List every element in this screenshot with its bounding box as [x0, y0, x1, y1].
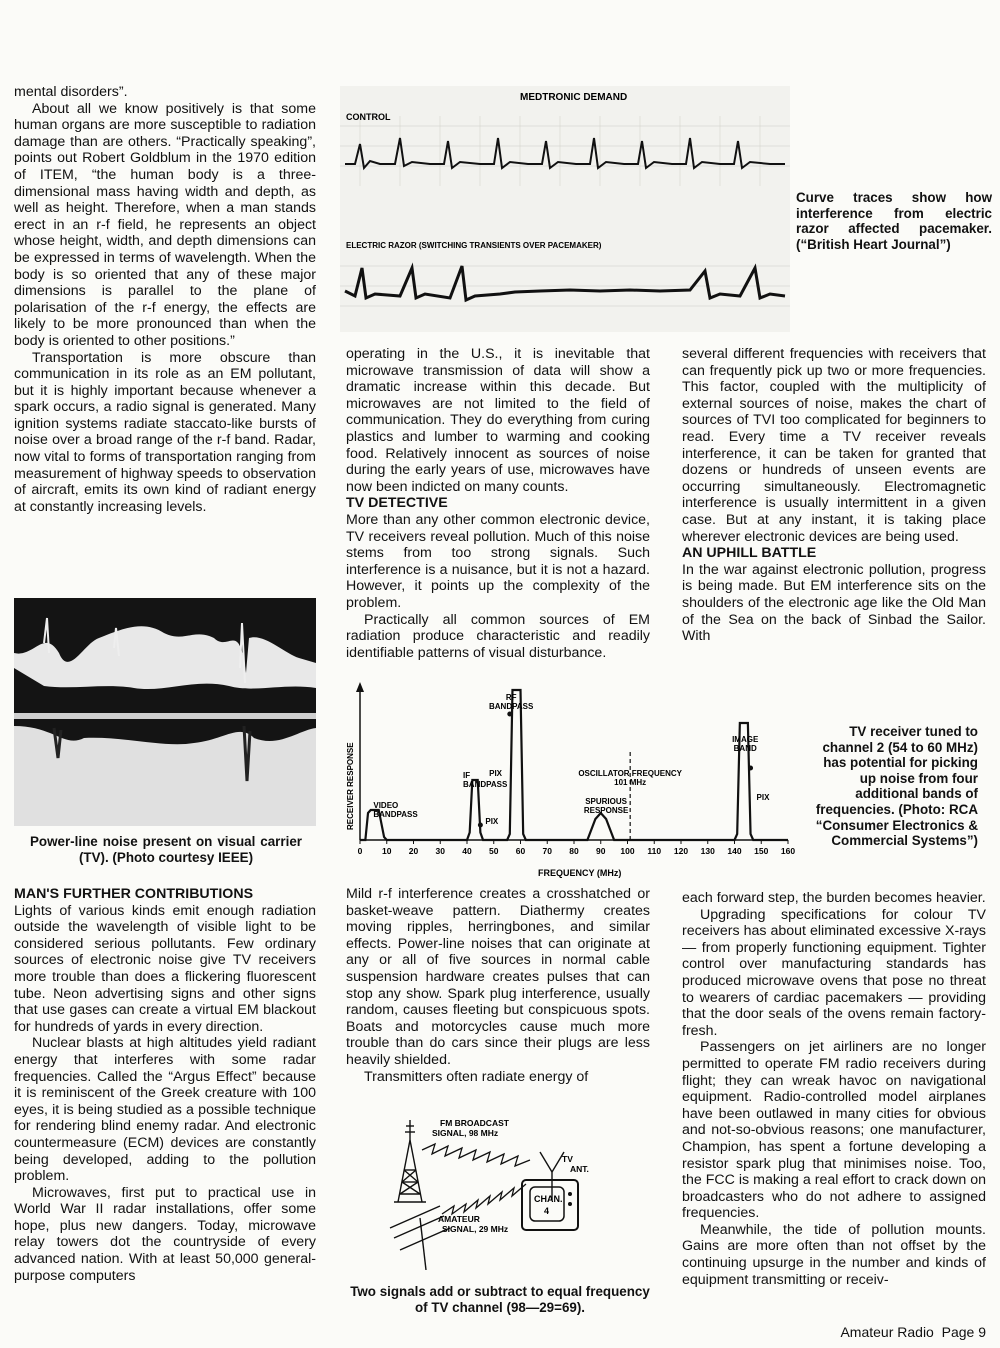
ecg-label-control: CONTROL	[346, 112, 391, 122]
x-tick-label: 70	[542, 846, 552, 856]
paragraph: About all we know positively is that some human organs are more susceptible to radiation damage than are others. “Practically speaking”, points out Robert Goldblum in the 1970 edition of ITEM, “the human body is a three-dimensional mass having width and depth, as well as height. Therefore, when a man stands erect in an r-f field, he represents an object whose height, width, and depth dimensions can be expressed in terms of wavelength. When the body is so oriented that any of these major dimensions is parallel to the plane of polarisation of the r-f energy, the effects are likely to be more pronounced than when the body is oriented to other positions.”	[14, 100, 316, 349]
power-line-noise-photo	[14, 598, 316, 826]
paragraph: In the war against electronic pollution, progress is being made. But EM interference sits on the shoulders of the electronic age like the Old Man of the Sea on the back of Sinbad the Sailor. With	[682, 561, 986, 645]
column-1-top	[14, 84, 316, 515]
fm-label-1: FM BROADCAST	[440, 1118, 509, 1128]
x-tick-label: 140	[727, 846, 742, 856]
x-tick-label: 90	[596, 846, 606, 856]
paragraph: Nuclear blasts at high altitudes yield radiant energy that interferes with some radar frequencies. Called the “Argus Effect” because it is reminiscent of the Greek creature with 100 eyes, it is being studied as a possible technique for rendering blind enemy radar. And electronic countermeasure (ECM) devices are constantly being developed, adding to the pollution problem.	[14, 1035, 316, 1185]
x-tick-label: 100	[620, 846, 635, 856]
x-tick-label: 50	[489, 846, 499, 856]
chart-annotation: BANDPASS	[373, 810, 418, 819]
response-curve	[360, 690, 788, 840]
section-heading: MAN'S FURTHER CONTRIBUTIONS	[14, 886, 254, 902]
x-tick-label: 30	[435, 846, 445, 856]
x-tick-label: 150	[754, 846, 769, 856]
ecg-title: MEDTRONIC DEMAND	[520, 92, 628, 103]
x-tick-label: 40	[462, 846, 472, 856]
amateur-label-2: SIGNAL, 29 MHz	[442, 1224, 509, 1234]
x-tick-label: 60	[515, 846, 526, 856]
column-3-bottom	[682, 890, 986, 1288]
paragraph: Passengers on jet airliners are no longer permitted to operate FM radio receivers during flight; they can wreak havoc on navigational equipment. Radio-controlled model airplanes have been outlawed in many cities for obvious and not-so-obvious reasons; one manufacturer, Champion, has spent a fortune developing a resistor spark plug that minimises noise. Too, the FCC is making a real effort to crack down on broadcasters who do not adhere to assigned frequencies.	[682, 1039, 986, 1222]
pix-point	[478, 823, 483, 828]
paragraph: Microwaves, first put to practical use in World War II radar installations, offer some hope, plus new dangers. Today, microwave relay towers dot the countryside of every advanced nation. With at least 50,000 general-purpose computers	[14, 1184, 316, 1284]
chart-annotation: PIX	[756, 793, 770, 802]
paragraph: More than any other common electronic device, TV receivers reveal pollution. Much of this noise stems from too strong signals. Such interference is a nuisance, but it is not a hazard. However, it points up the complexity of the problem.	[346, 511, 650, 611]
paragraph: Transmitters often radiate energy of	[364, 1068, 589, 1085]
chart-ylabel: RECEIVER RESPONSE	[346, 742, 355, 830]
chart-annotation: OSCILLATOR FREQUENCY	[578, 769, 683, 778]
tv-label-1: TV	[562, 1154, 573, 1164]
x-tick-label: 130	[700, 846, 715, 856]
chan-label-1: CHAN.	[534, 1194, 563, 1204]
column-2-top	[346, 346, 650, 661]
tv-label-2: ANT.	[570, 1164, 589, 1174]
ecg-trace-figure	[340, 86, 790, 332]
paragraph: Transportation is more obscure than communication in its role as an EM pollutant, but it is highly important because whenever a spark occurs, a radio signal is generated. Many ignition systems radiate staccato-like bursts of noise over a broad range of the r-f band. Radar, now vital to forms of transportation ranging from measurement of highway speeds to observation of aircraft, emits its own kind of radiant energy at constantly increasing levels.	[14, 349, 316, 515]
paragraph: Mild r-f interference creates a crosshatched or basket-weave pattern. Diathermy creates moving ripples, herringbones, and similar effects. Power-line noises that can originate at any or all of five sources in normal cable suspension hardware creates pulses that can stop any show. Spark plug interference, usually random, causes fleeting but conspicuous spots. Boats and motorcycles cause much more trouble than do cars since their plugs are less heavily shielded.	[346, 886, 650, 1068]
receiver-response-chart	[338, 680, 802, 880]
x-tick-label: 160	[780, 846, 796, 856]
fm-label-2: SIGNAL, 98 MHz	[432, 1128, 499, 1138]
chart-annotation: SPURIOUS	[585, 797, 627, 806]
column-3-top	[682, 346, 986, 645]
x-tick-label: 120	[673, 846, 689, 856]
chart-annotation: RF	[505, 693, 517, 702]
ecg-caption: Curve traces show how interference from electric razor affected pacemaker. (“British Heart Journal”)	[796, 190, 992, 252]
paragraph: Meanwhile, the tide of pollution mounts. Gains are more often than not offset by the continuing upsurge in the number and kinds of equipment transmitting or receiv-	[682, 1221, 986, 1288]
paragraph: Lights of various kinds emit enough radiation outside the wavelength of visible light to be considered serious pollutants. Few ordinary sources of electronic noise give TV receivers more trouble than does a flickering fluorescent tube. Neon advertising signs and other signs that use gases can create a virtual EM blackout for hundreds of yards in every direction.	[14, 902, 316, 1035]
paragraph: each forward step, the burden becomes heavier.	[682, 890, 986, 906]
tv-antenna-icon	[540, 1152, 564, 1200]
amateur-label-1: AMATEUR	[438, 1214, 480, 1224]
y-axis-arrow	[356, 682, 364, 692]
chart-xlabel: FREQUENCY (MHz)	[538, 868, 622, 878]
chart-annotation: BAND	[733, 744, 757, 753]
ecg-label-razor: ELECTRIC RAZOR (SWITCHING TRANSIENTS OVER PACEMAKER)	[346, 241, 602, 250]
pix-point	[507, 712, 512, 717]
paragraph: Practically all common sources of EM radiation produce characteristic and readily identifiable patterns of visual disturbance.	[346, 611, 650, 661]
power-line-caption: Power-line noise present on visual carrier (TV). (Photo courtesy IEEE)	[30, 834, 302, 865]
x-tick-label: 10	[382, 846, 392, 856]
paragraph: operating in the U.S., it is inevitable that microwave transmission of data will show a dramatic increase within this decade. But microwaves are not limited to the field of communication. They do everything from curing plastics and lumber to warming and cooking food. Relatively innocent as sources of noise during the early years of use, microwaves have now been indicted on many counts.	[346, 346, 650, 495]
fm-tower-icon	[394, 1120, 426, 1202]
chart-annotation: 101 MHz	[614, 778, 647, 787]
chart-annotation: IF	[463, 771, 471, 780]
x-tick-label: 80	[569, 846, 579, 856]
signals-diagram	[380, 1110, 630, 1270]
amateur-signal-wave	[442, 1184, 526, 1214]
x-tick-label: 20	[408, 846, 419, 856]
x-tick-label: 110	[647, 846, 662, 856]
fm-signal-wave	[422, 1144, 530, 1166]
chart-annotation: RESPONSE	[583, 806, 629, 815]
x-tick-label: 0	[357, 846, 363, 856]
continued-line: mental disorders”.	[14, 84, 128, 100]
column-2-bottom	[346, 886, 650, 1085]
tv-set-icon	[522, 1180, 578, 1230]
pix-point	[748, 766, 753, 771]
chart-annotation: VIDEO	[373, 801, 399, 810]
paragraph: several different frequencies with receivers that can frequently pick up two or more frequencies. This factor, coupled with the multiplicity of external sources of noise, makes the chart of sources of TVI too complicated for beginners to read. Every time a TV receiver reveals interference, it can be taken for granted that dozens or hundreds of unseen events are occurring simultaneously. Electromagnetic interference is usually intermittent in a given case. But at any instant, it is taking place wherever electronic devices are being used.	[682, 346, 986, 545]
section-heading: TV DETECTIVE	[346, 495, 448, 512]
chart-annotation: BANDPASS	[463, 780, 508, 789]
chan-label-2: 4	[544, 1206, 550, 1216]
signals-caption: Two signals add or subtract to equal frequency of TV channel (98—29=69).	[350, 1284, 650, 1315]
column-1-bottom	[14, 886, 316, 1284]
chart-annotation: IMAGE	[732, 735, 759, 744]
chart-annotation: BANDPASS	[488, 702, 534, 711]
page-footer: Amateur Radio Page 9	[840, 1324, 986, 1340]
chart-caption: TV receiver tuned to channel 2 (54 to 60 MHz) has potential for picking up noise from four additional bands of frequencies. (Photo: RCA “Consumer Electronics & Commercial Systems”)	[815, 724, 978, 849]
section-heading: AN UPHILL BATTLE	[682, 545, 817, 562]
paragraph: Upgrading specifications for colour TV receivers has about eliminated excessive X-rays — from properly functioning equipment. Tighter control over manufacturing standards has produced microwave ovens that pose no threat to wearers of cardiac pacemakers — providing that the door seals of the ovens remain factory-fresh.	[682, 906, 986, 1039]
chart-annotation: PIX	[485, 817, 499, 826]
chart-annotation: PIX	[489, 769, 503, 778]
